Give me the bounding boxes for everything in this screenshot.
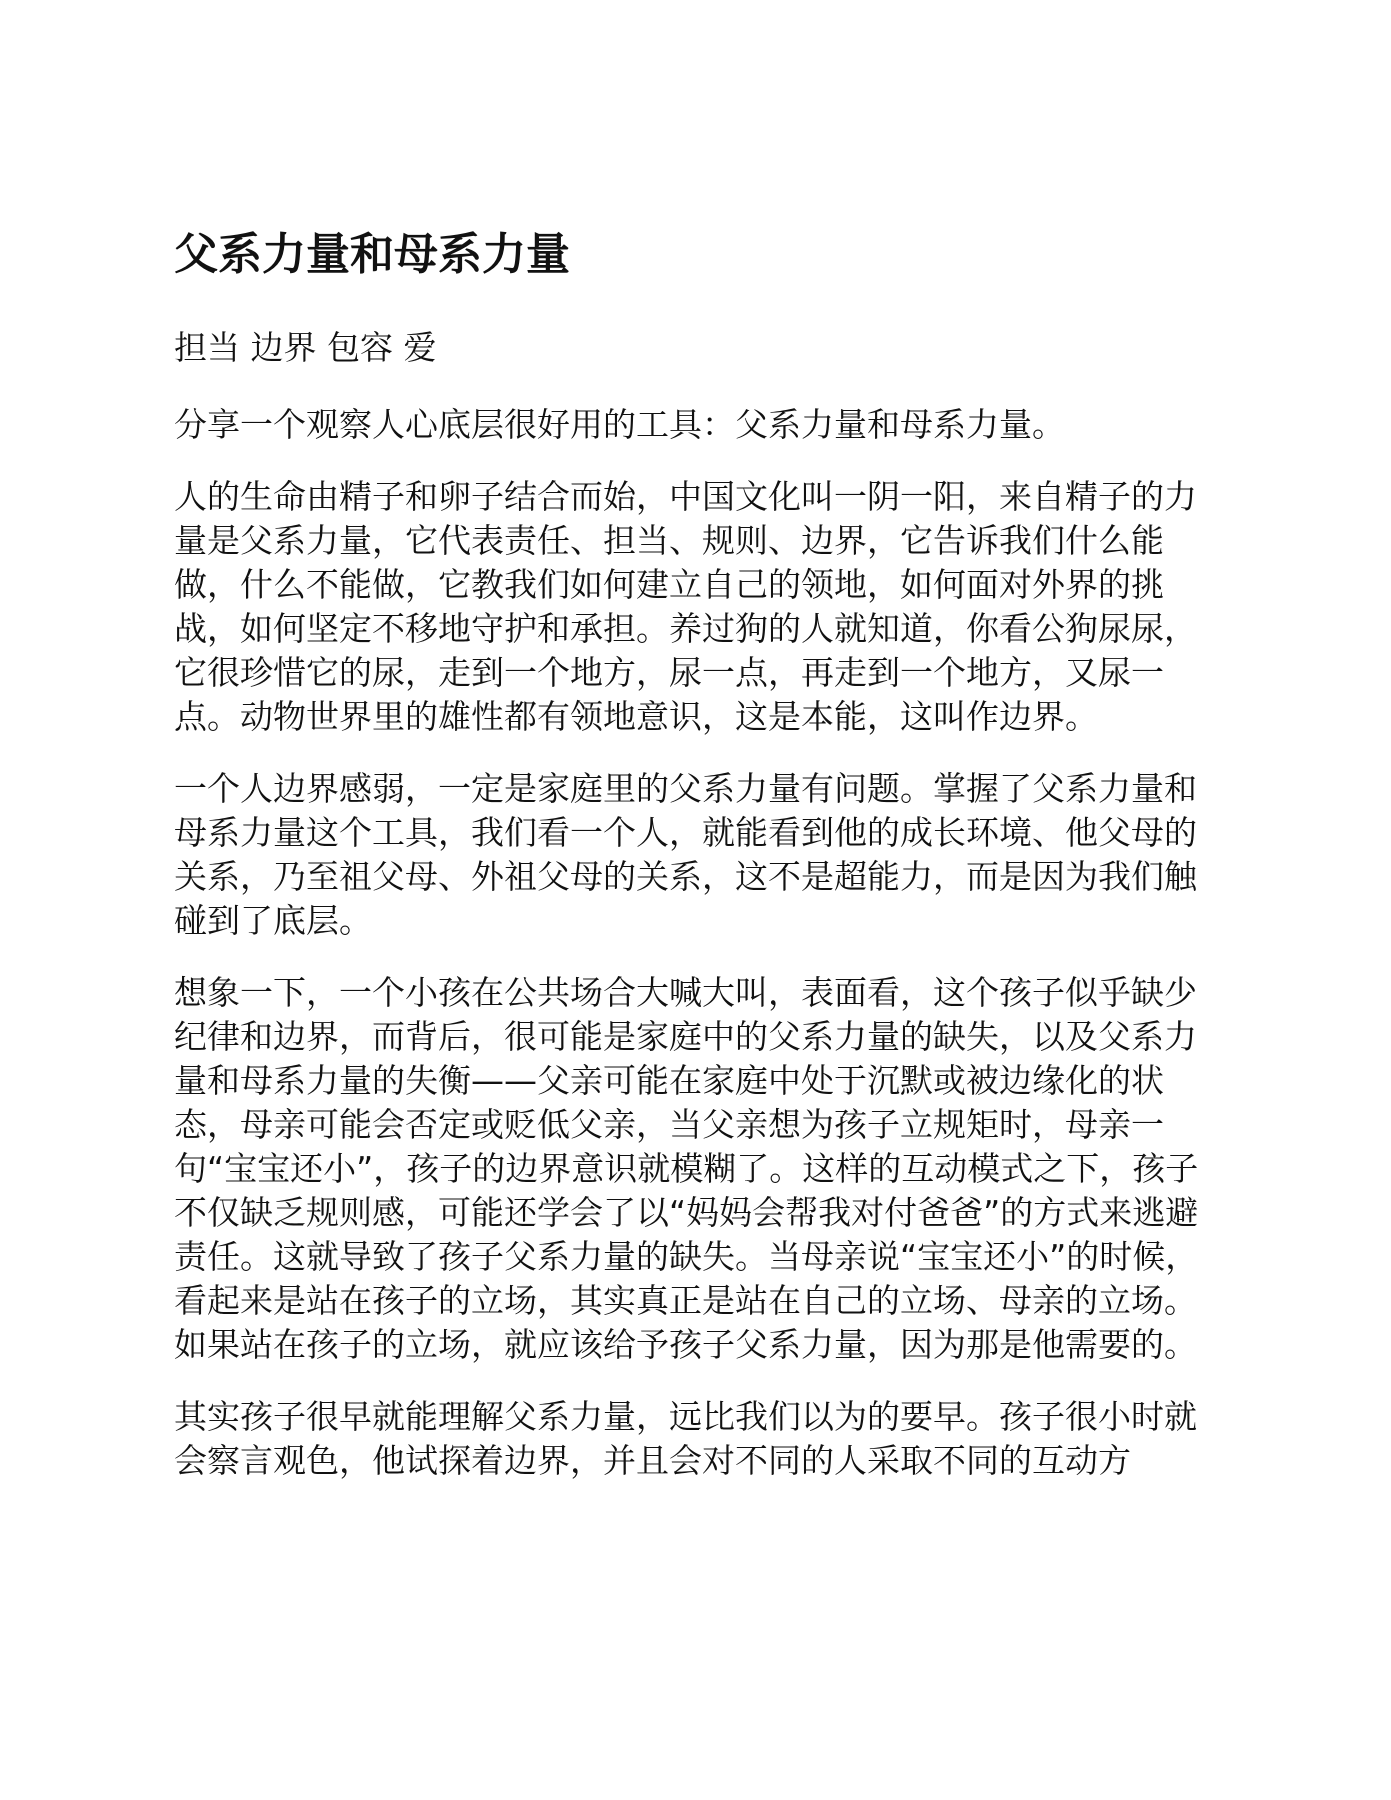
document-subtitle: 担当 边界 包容 爱 [174, 328, 437, 367]
paragraph-boundary: 一个人边界感弱，一定是家庭里的父系力量有问题。掌握了父系力量和母系力量这个工具，我们看一个人，就能看到他的成长环境、他父母的关系，乃至祖父母、外祖父母的关系，这不是超能力，而是因为我们触碰到了底层。 [174, 769, 1197, 940]
paragraph-children: 其实孩子很早就能理解父系力量，远比我们以为的要早。孩子很小时就会察言观色，他试探着边界，并且会对不同的人采取不同的互动方 [174, 1397, 1197, 1480]
paragraph-paternal-force: 人的生命由精子和卵子结合而始，中国文化叫一阴一阳，来自精子的力量是父系力量，它代表责任、担当、规则、边界，它告诉我们什么能做，什么不能做，它教我们如何建立自己的领地，如何面对外界的挑战，如何坚定不移地守护和承担。养过狗的人就知道，你看公狗尿尿，它很珍惜它的尿，走到一个地方，尿一点，再走到一个地方，又尿一点。动物世界里的雄性都有领地意识，这是本能，这叫作边界。 [174, 477, 1197, 736]
paragraph-example: 想象一下，一个小孩在公共场合大喊大叫，表面看，这个孩子似乎缺少纪律和边界，而背后，很可能是家庭中的父系力量的缺失，以及父系力量和母系力量的失衡——父亲可能在家庭中处于沉默或被边缘化的状态，母亲可能会否定或贬低父亲，当父亲想为孩子立规矩时，母亲一句“宝宝还小”，孩子的边界意识就模糊了。这样的互动模式之下，孩子不仅缺乏规则感，可能还学会了以“妈妈会帮我对付爸爸”的方式来逃避责任。这就导致了孩子父系力量的缺失。当母亲说“宝宝还小”的时候，看起来是站在孩子的立场，其实真正是站在自己的立场、母亲的立场。如果站在孩子的立场，就应该给予孩子父系力量，因为那是他需要的。 [174, 973, 1199, 1364]
paragraph-intro: 分享一个观察人心底层很好用的工具：父系力量和母系力量。 [174, 405, 1065, 444]
document-page [174, 225, 1214, 1483]
document-title: 父系力量和母系力量 [174, 229, 570, 280]
